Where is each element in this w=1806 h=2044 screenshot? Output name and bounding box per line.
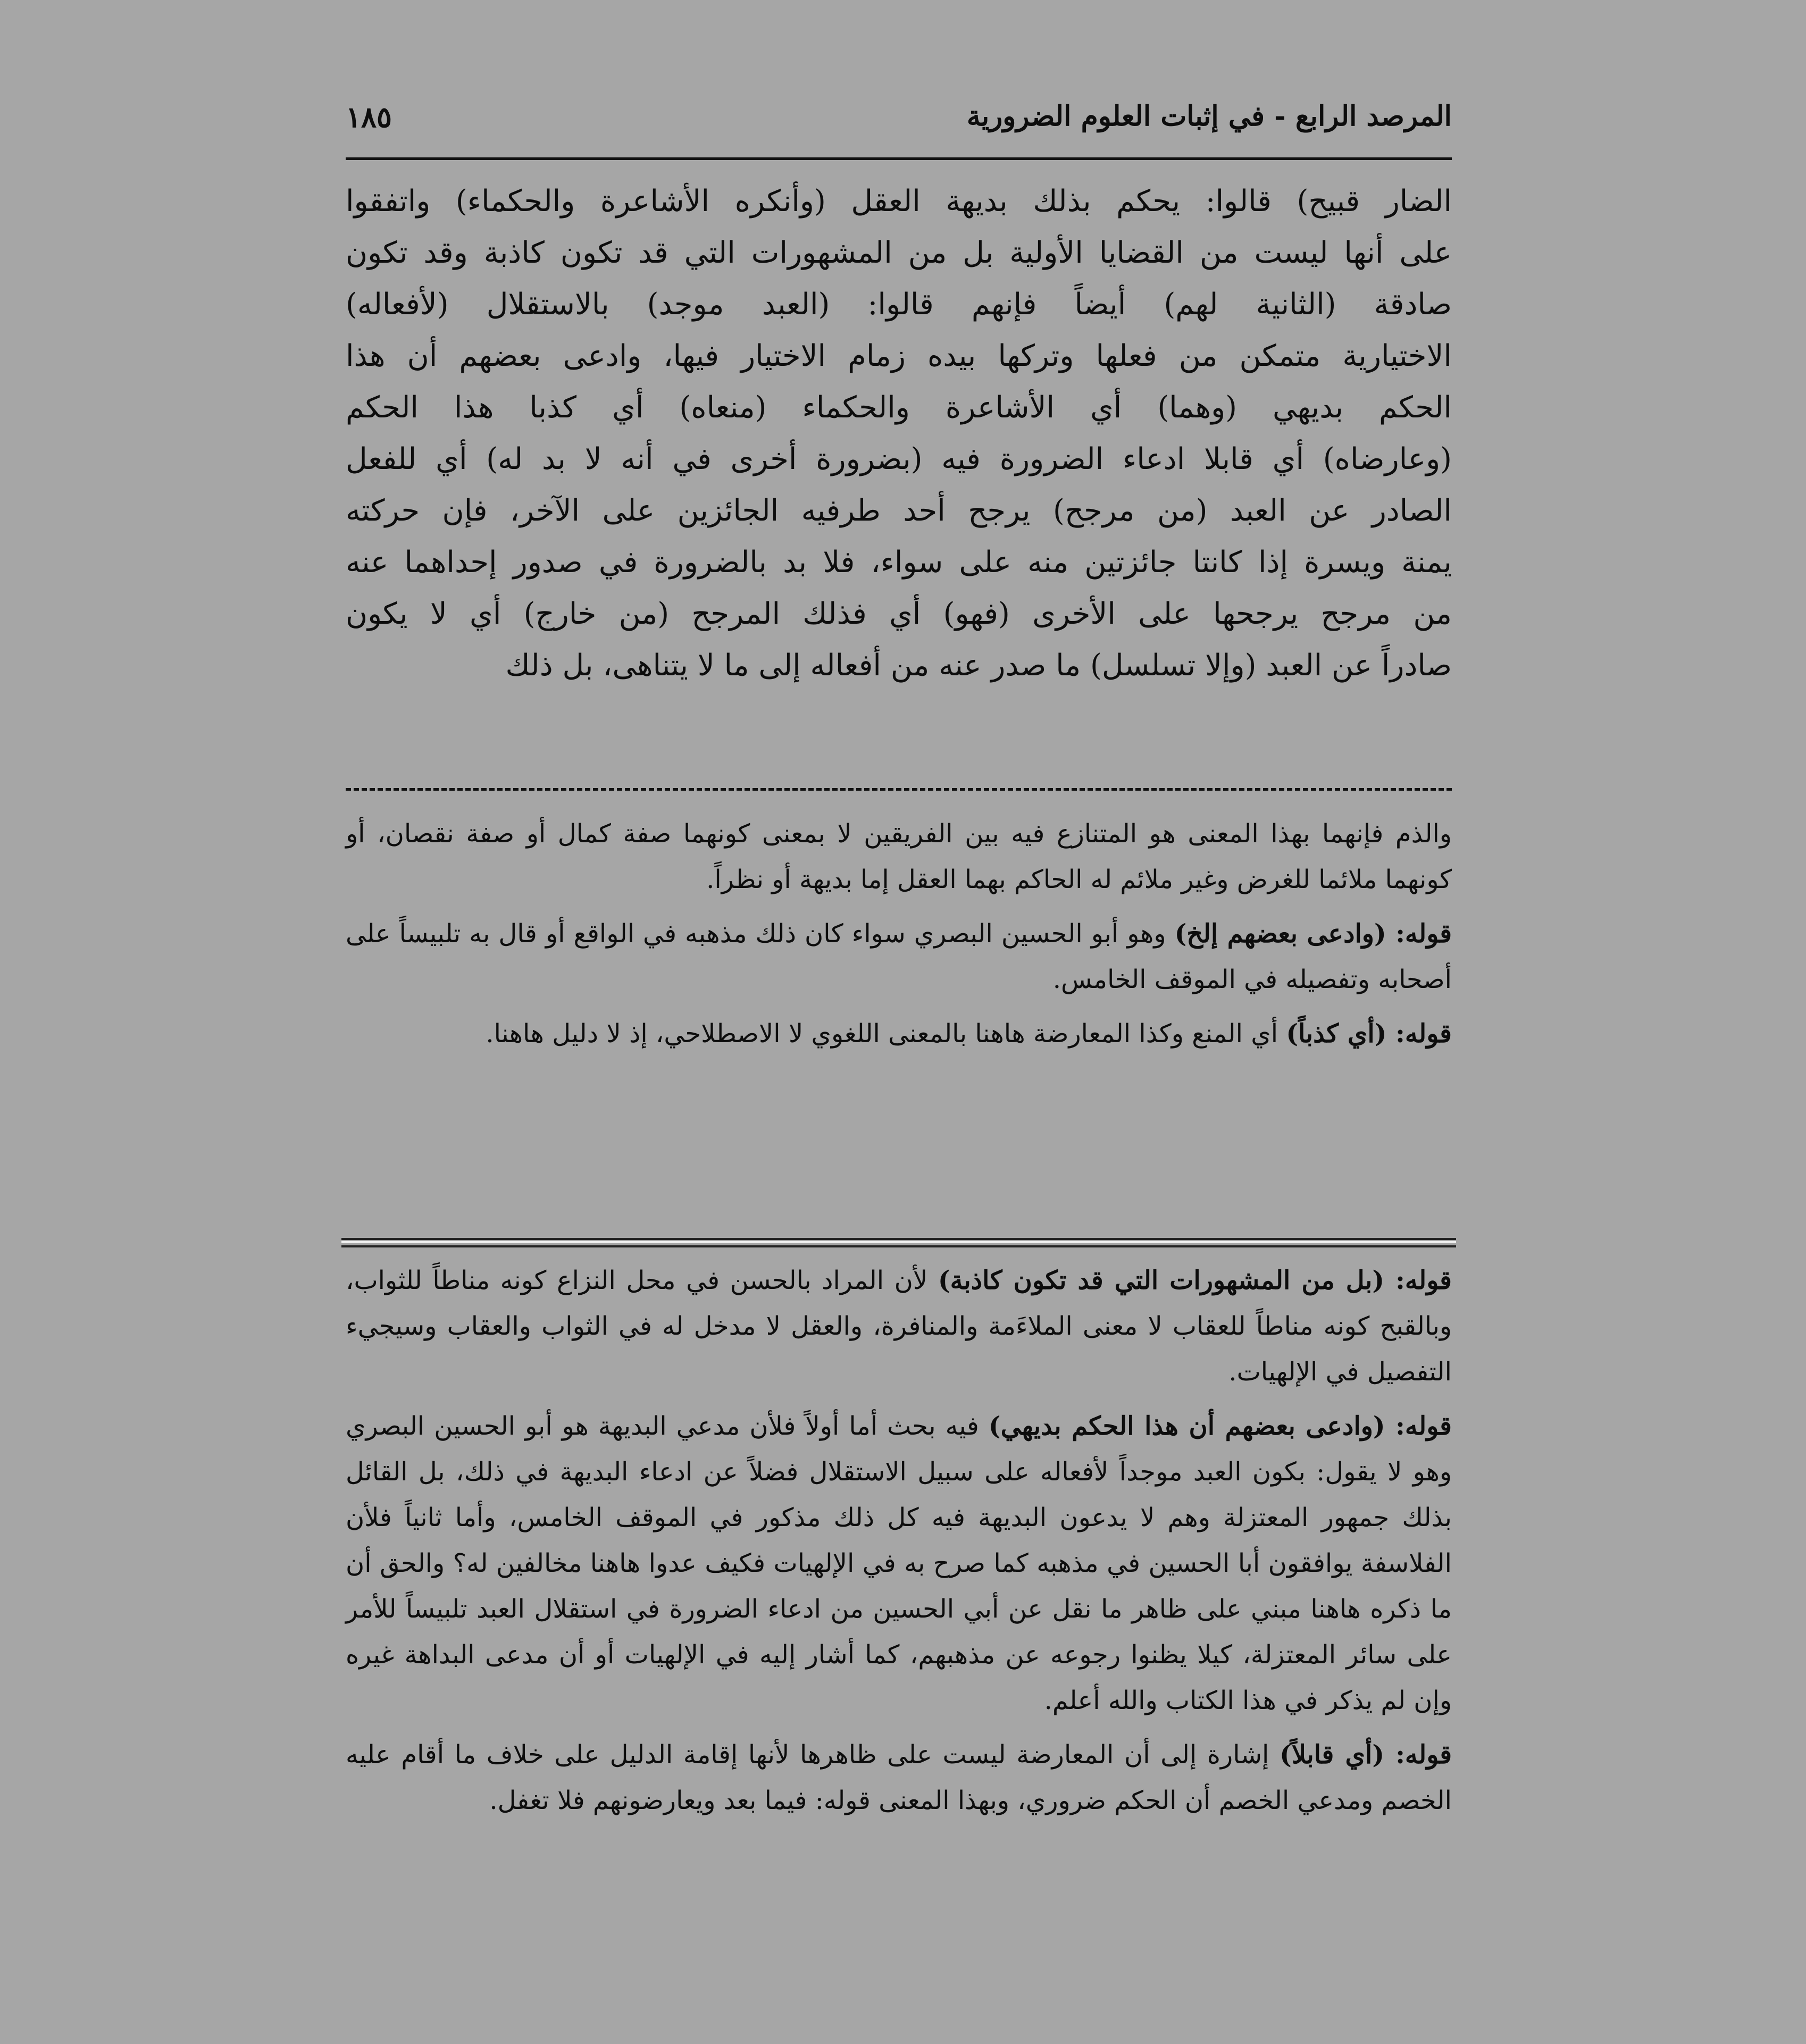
note-text: فيه بحث أما أولاً فلأن مدعي البديهة هو أبو الحسين البصري وهو لا يقول: بكون العبد موجداً لأفعاله على سبيل الاستقلال فضلاً عن ادعاء البديهة في ذلك، بل القائل بذلك جمهور المعتزلة وهم لا يدعون البديهة فيه كل ذلك مذكور في الموقف الخامس، وأما ثانياً فلأن الفلاسفة يوافقون أبا الحسين في مذهبه كما صرح به في الإلهيات فكيف عدوا هاهنا مخالفين له؟ والحق أن ما ذكره هاهنا مبني على ظاهر ما نقل عن أبي الحسين من ادعاء الضرورة في استقلال العبد تلبيساً للأمر على سائر المعتزلة، كيلا يظنوا رجوعه عن مذهبهم، كما أشار إليه في الإلهيات أو أن مدعى البداهة غيره وإن لم يذكر في هذا الكتاب والله أعلم. <box>346 1411 1452 1715</box>
main-text-line: يمنة ويسرة إذا كانتا جائزتين منه على سواء، فلا بد بالضرورة في صدور إحداهما عنه <box>346 545 1452 580</box>
note-lead: قوله: <box>1385 1411 1452 1441</box>
main-text <box>346 175 1452 691</box>
commentary-section-2 <box>346 1258 1452 1832</box>
note-lemma: (أي قابلاً) <box>1280 1740 1385 1770</box>
note-text: إشارة إلى أن المعارضة ليست على ظاهرها لأنها إقامة الدليل على خلاف ما أقام عليه الخصم ومدعي الخصم أن الحكم ضروري، وبهذا المعنى قوله: فيما بعد ويعارضونهم فلا تغفل. <box>346 1740 1452 1815</box>
note-lead: قوله: <box>1386 919 1452 949</box>
note-text: لأن المراد بالحسن في محل النزاع كونه مناطاً للثواب، وبالقبح كونه مناطاً للعقاب لا معنى الملاءَمة والمنافرة، والعقل لا مدخل له في الثواب والعقاب وسيجيء التفصيل في الإلهيات. <box>346 1266 1452 1387</box>
main-text-line: (وعارضاه) أي قابلا ادعاء الضرورة فيه (بضرورة أخرى في أنه لا بد له) أي للفعل <box>346 442 1452 476</box>
dashed-separator <box>346 788 1452 791</box>
commentary-note <box>346 1403 1452 1723</box>
page-header <box>346 96 1452 154</box>
note-lemma: (بل من المشهورات التي قد تكون كاذبة) <box>938 1266 1385 1295</box>
note-lead: قوله: <box>1384 1266 1452 1295</box>
commentary-note <box>346 1258 1452 1395</box>
note-text: والذم فإنهما بهذا المعنى هو المتنازع فيه بين الفريقين لا بمعنى كونهما صفة كمال أو صفة نقصان، أو كونهما ملائما للغرض وغير ملائم له الحاكم بهما العقل إما بديهة أو نظراً. <box>346 819 1452 894</box>
note-lead: قوله: <box>1386 1019 1452 1049</box>
note-text: وهو أبو الحسين البصري سواء كان ذلك مذهبه في الواقع أو قال به تلبيساً على أصحابه وتفصيله في الموقف الخامس. <box>346 919 1452 994</box>
main-text-line: الحكم بديهي (وهما) أي الأشاعرة والحكماء (منعاه) أي كذبا هذا الحكم <box>346 390 1452 425</box>
note-lead: قوله: <box>1384 1740 1452 1770</box>
running-title: المرصد الرابع - في إثبات العلوم الضرورية <box>966 100 1452 132</box>
main-text-line: الصادر عن العبد (من مرجح) يرجح أحد طرفيه الجائزين على الآخر، فإن حركته <box>346 493 1452 528</box>
page-number: ١٨٥ <box>346 100 392 134</box>
main-text-line: الضار قبيح) قالوا: يحكم بذلك بديهة العقل (وأنكره الأشاعرة والحكماء) واتفقوا <box>346 184 1452 219</box>
main-text-line: من مرجح يرجحها على الأخرى (فهو) أي فذلك المرجح (من خارج) أي لا يكون <box>346 597 1452 631</box>
main-text-line: صادقة (الثانية لهم) أيضاً فإنهم قالوا: (العبد موجد) بالاستقلال (لأفعاله) <box>346 287 1452 322</box>
note-lemma: (أي كذباً) <box>1286 1019 1387 1049</box>
main-text-line: صادراً عن العبد (وإلا تسلسل) ما صدر عنه من أفعاله إلى ما لا يتناهى، بل ذلك <box>505 648 1452 683</box>
double-separator <box>341 1238 1456 1250</box>
book-page <box>346 96 1452 1815</box>
header-rule <box>346 157 1452 160</box>
note-text: أي المنع وكذا المعارضة هاهنا بالمعنى اللغوي لا الاصطلاحي، إذ لا دليل هاهنا. <box>486 1019 1286 1049</box>
main-text-line: الاختيارية متمكن من فعلها وتركها بيده زمام الاختيار فيها، وادعى بعضهم أن هذا <box>346 339 1452 373</box>
main-text-line: على أنها ليست من القضايا الأولية بل من المشهورات التي قد تكون كاذبة وقد تكون <box>346 236 1452 270</box>
note-lemma: (وادعى بعضهم أن هذا الحكم بديهي) <box>988 1411 1385 1441</box>
commentary-note <box>346 911 1452 1002</box>
commentary-section-1 <box>346 811 1452 1065</box>
commentary-note <box>346 1732 1452 1823</box>
note-lemma: (وادعى بعضهم إلخ) <box>1174 919 1386 949</box>
commentary-note <box>346 1011 1452 1057</box>
commentary-note <box>346 811 1452 902</box>
